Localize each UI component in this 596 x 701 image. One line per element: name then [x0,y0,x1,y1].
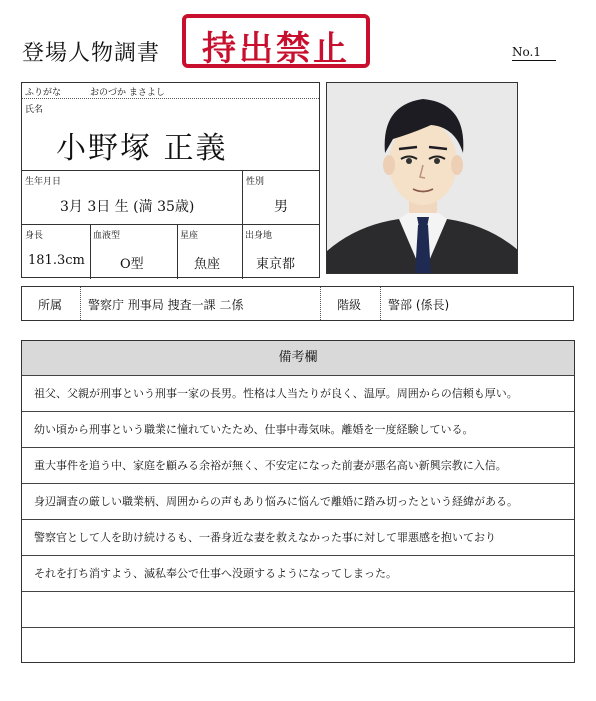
height-value: 181.3cm [28,253,85,268]
blood-type-label: 血液型 [93,231,121,241]
character-portrait [326,82,518,274]
affiliation-label: 所属 [38,298,63,312]
profile-table [21,82,320,278]
remarks-line [22,591,574,627]
remarks-line: 重大事件を追う中、家庭を顧みる余裕が無く、不安定になった前妻が悪名高い新興宗教に入信。 [22,447,574,483]
furigana-label: ふりがな [25,88,62,98]
confidential-stamp [182,14,370,68]
name-label: 氏名 [25,105,44,115]
furigana-value: おのづか まさよし [90,88,165,98]
rank-label: 階級 [337,298,362,312]
remarks-line: それを打ち消すよう、滅私奉公で仕事へ没頭するようになってしまった。 [22,555,574,591]
birthdate-value: 3月 3日 生 (満 35歳) [60,199,195,215]
sex-label: 性別 [246,177,265,187]
remarks-line: 祖父、父親が刑事という刑事一家の長男。性格は人当たりが良く、温厚。周囲からの信頼も厚い。 [22,375,574,411]
remarks-box [21,340,575,663]
remarks-header: 備考欄 [22,341,574,375]
birthplace-label: 出身地 [245,231,273,241]
birthdate-label: 生年月日 [25,177,62,187]
star-sign-label: 星座 [180,231,199,241]
affiliation-value: 警察庁 刑事局 捜査一課 二係 [88,298,244,312]
remarks-line: 身辺調査の厳しい職業柄、周囲からの声もあり悩みに悩んで離婚に踏み切ったという経緯がある。 [22,483,574,519]
remarks-line: 幼い頃から刑事という職業に憧れていたため、仕事中毒気味。離婚を一度経験している。 [22,411,574,447]
height-label: 身長 [25,231,44,241]
blood-type-value: O型 [120,257,144,272]
document-title: 登場人物調書 [22,41,161,66]
affiliation-row [21,286,574,321]
sex-value: 男 [274,199,288,215]
portrait-illustration [327,83,518,274]
stamp-text: 持出禁止 [202,29,350,69]
remarks-line [22,627,574,663]
remarks-line: 警察官として人を助け続けるも、一番身近な妻を救えなかった事に対して罪悪感を抱いており [22,519,574,555]
character-name: 小野塚 正義 [56,131,228,166]
birthplace-value: 東京都 [256,257,296,272]
document-number: No.1 [512,45,556,61]
rank-value: 警部 (係長) [388,298,450,312]
star-sign-value: 魚座 [194,257,221,272]
